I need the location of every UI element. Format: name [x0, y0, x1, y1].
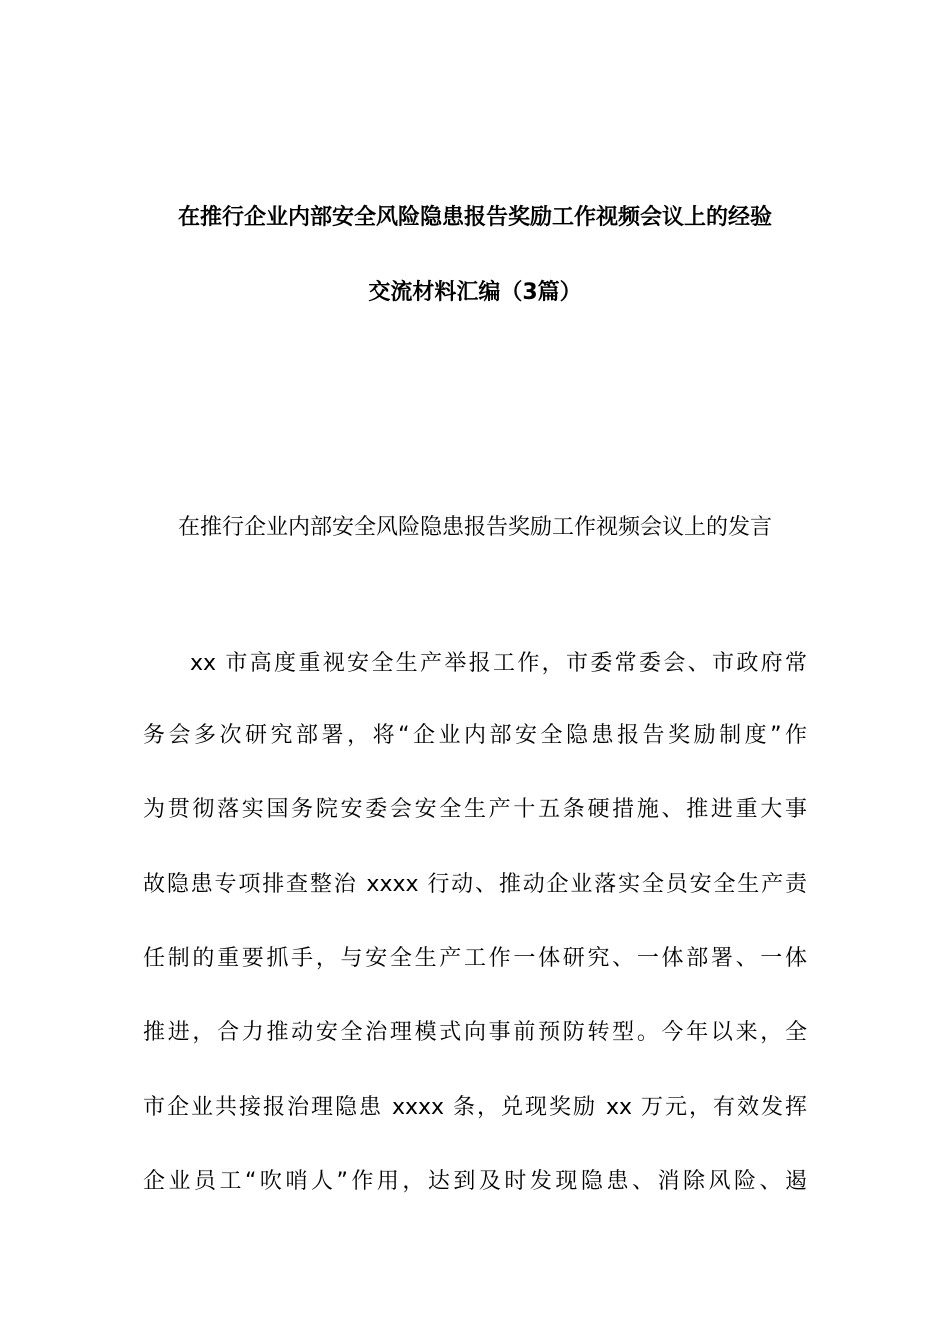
- paragraph-line-2: 务会多次研究部署，将“企业内部安全隐患报告奖励制度”作: [143, 723, 807, 748]
- paragraph-line-3: 为贯彻落实国务院安委会安全生产十五条硬措施、推进重大事: [143, 797, 807, 822]
- paragraph-line-7: 市企业共接报治理隐患 xxxx 条，兑现奖励 xx 万元，有效发挥: [143, 1095, 807, 1120]
- paragraph-line-4: 故隐患专项排查整治 xxxx 行动、推动企业落实全员安全生产责: [143, 872, 807, 897]
- paragraph-line-5: 任制的重要抓手，与安全生产工作一体研究、一体部署、一体: [143, 946, 807, 971]
- document-title-line-1: 在推行企业内部安全风险隐患报告奖励工作视频会议上的经验: [177, 205, 772, 230]
- document-title-line-2: 交流材料汇编（3篇）: [368, 280, 582, 305]
- paragraph-line-8: 企业员工“吹哨人”作用，达到及时发现隐患、消除风险、遏: [143, 1169, 807, 1194]
- speech-title: 在推行企业内部安全风险隐患报告奖励工作视频会议上的发言: [177, 515, 772, 540]
- paragraph-line-6: 推进，合力推动安全治理模式向事前预防转型。今年以来，全: [143, 1020, 807, 1045]
- paragraph-line-1: xx 市高度重视安全生产举报工作，市委常委会、市政府常: [190, 651, 807, 676]
